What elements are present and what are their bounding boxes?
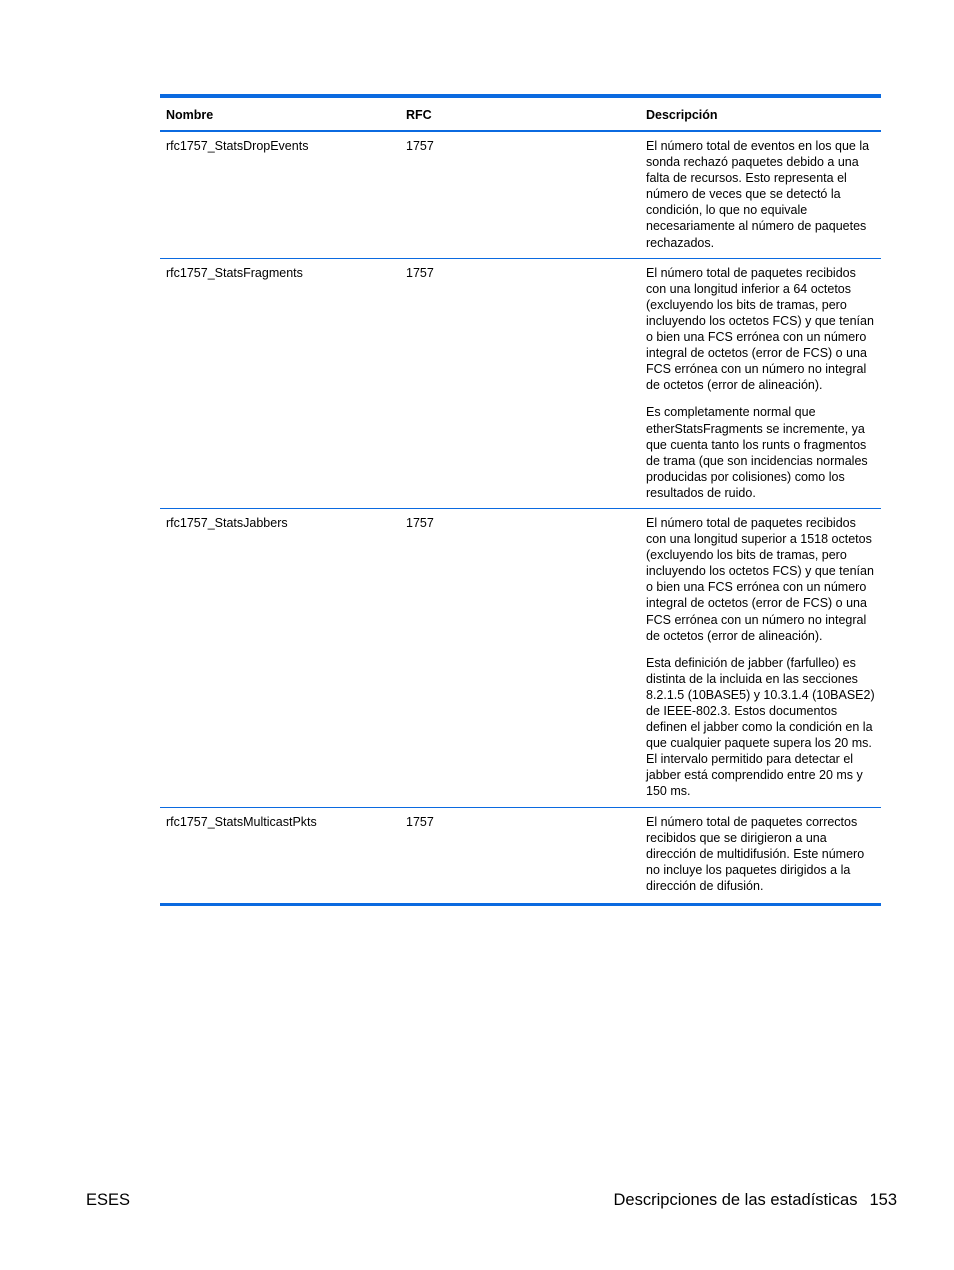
cell-name: rfc1757_StatsMulticastPkts (166, 814, 317, 829)
description-paragraph: Esta definición de jabber (farfulleo) es distinta de la incluida en las secciones 8.2.1.5 (10BASE5) y 10.3.1.4 (10BASE2) de IEEE-802.3. Estos documentos definen el jabber como la condición en la que cualquier paquete supera los 20 ms. El intervalo permitido para detectar el jabber está comprendido entre 20 ms y 150 ms. (646, 655, 875, 799)
description-paragraph: Es completamente normal que etherStatsFragments se incremente, ya que cuenta tanto los runts o fragmentos de trama (que son incidencias normales producidas por colisiones) como los resultados de ruido. (646, 405, 868, 500)
page-number: 153 (869, 1191, 897, 1209)
cell-description (640, 807, 881, 904)
table-row (160, 807, 881, 904)
header-descripcion: Descripción (640, 96, 881, 131)
table-row (160, 258, 881, 508)
footer-section-title: Descripciones de las estadísticas (613, 1191, 858, 1209)
footer-locale: ESES (86, 1191, 131, 1209)
cell-name: rfc1757_StatsFragments (160, 258, 400, 508)
description-paragraph: El número total de paquetes correctos recibidos que se dirigieron a una dirección de multidifusión. Este número no incluye los paquetes dirigidos a la dirección de difusión. (646, 814, 865, 893)
description-paragraph: El número total de paquetes recibidos con una longitud inferior a 64 octetos (excluyendo los bits de tramas, pero incluyendo los octetos FCS) y que tenían o bien una FCS errónea con un número integral de octetos (error de FCS) o una FCS errónea con un número no integral de octetos (error de alineación). (646, 265, 874, 393)
table-header-row (160, 96, 881, 131)
statistics-table-container (160, 94, 881, 906)
cell-rfc: 1757 (400, 131, 640, 258)
cell-description (640, 258, 881, 508)
description-paragraph: El número total de paquetes recibidos con una longitud superior a 1518 octetos (excluyendo los bits de tramas, pero incluyendo los octetos FCS) y que tenían o bien una FCS errónea con un número integral de octetos (error de FCS) o una FCS errónea con un número no integral de octetos (error de alineación). (646, 515, 874, 643)
cell-name: rfc1757_StatsDropEvents (160, 131, 400, 258)
header-nombre: Nombre (160, 96, 400, 131)
statistics-table (160, 94, 881, 906)
description-paragraph: El número total de eventos en los que la sonda rechazó paquetes debido a una falta de recursos. Esto representa el número de veces que se detectó la condición, lo que no equivale necesariamente al número de paquetes rechazados. (646, 139, 870, 250)
cell-name: rfc1757_StatsJabbers (160, 508, 400, 807)
table-row (160, 508, 881, 807)
cell-rfc: 1757 (400, 258, 640, 508)
table-row (160, 131, 881, 258)
footer-section (614, 1191, 897, 1210)
cell-description (640, 131, 881, 258)
cell-rfc: 1757 (400, 508, 640, 807)
cell-rfc: 1757 (406, 814, 434, 829)
header-rfc: RFC (400, 96, 640, 131)
cell-description (640, 508, 881, 807)
